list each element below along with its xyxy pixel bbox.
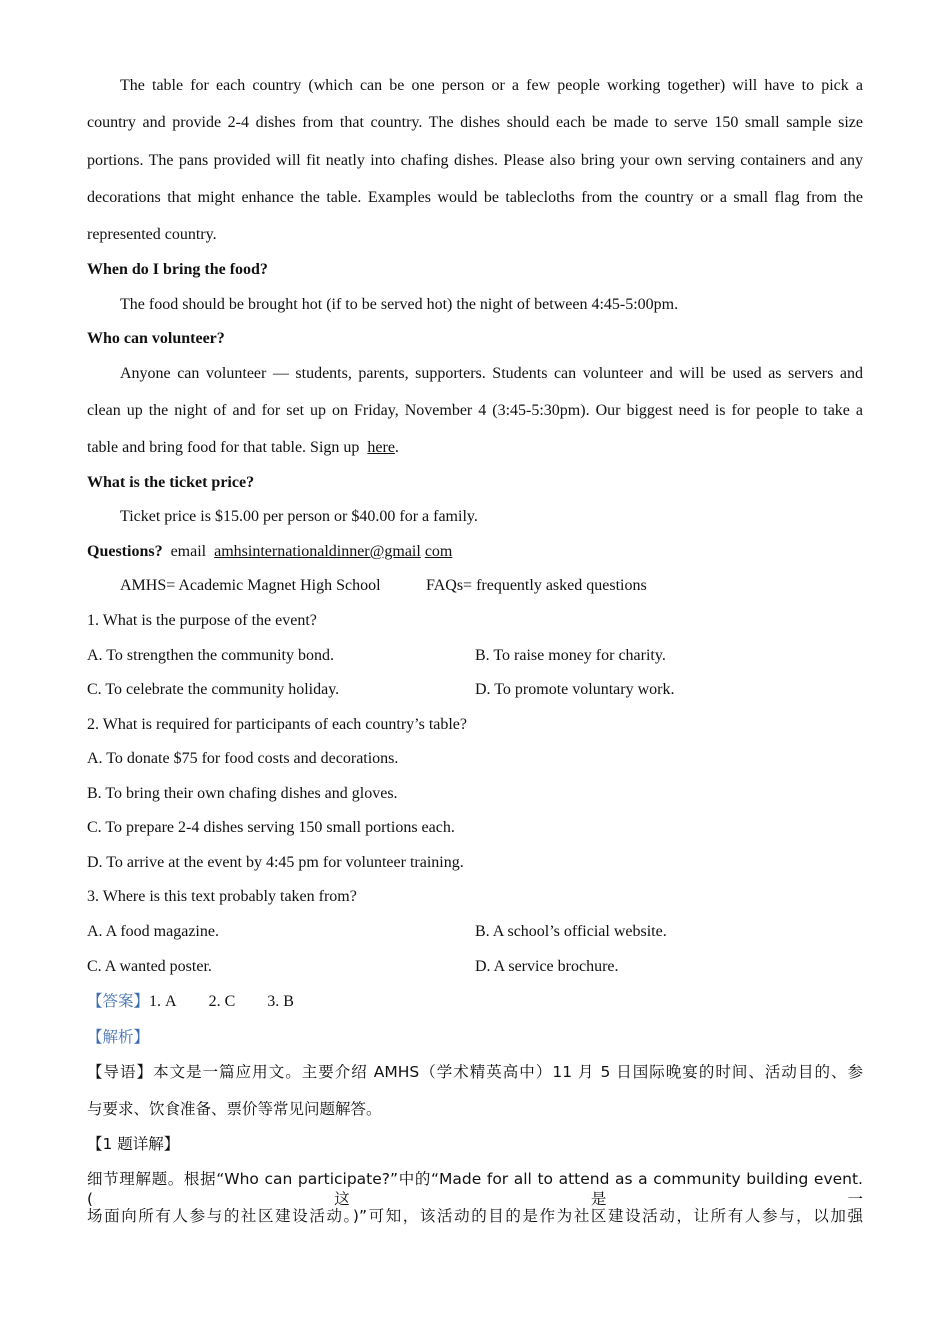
detail-1-line: 细节理解题。根据“Who can participate?”中的“Made for all to attend as a community building event.(这是一: [87, 1170, 863, 1208]
question-2-stem: 2. What is required for participants of each country’s table?: [87, 716, 468, 733]
detail-1-label: 【1 题详解】: [87, 1135, 180, 1153]
faq-heading-questions: Questions?: [87, 543, 163, 560]
question-3-stem: 3. Where is this text probably taken from?: [87, 888, 357, 905]
email-link-tld[interactable]: com: [424, 543, 453, 560]
question-1-stem: 1. What is the purpose of the event?: [87, 612, 317, 629]
question-3-option-c: C. A wanted poster.: [87, 958, 212, 975]
analysis-intro-line: 与要求、饮食准备、票价等常见问题解答。: [87, 1100, 382, 1118]
email-word: email: [170, 543, 207, 560]
question-1-option-a: A. To strengthen the community bond.: [87, 647, 334, 664]
passage-line: The table for each country (which can be one person or a few people working together) will have to pick a: [120, 77, 863, 94]
glossary-amhs: AMHS= Academic Magnet High School: [120, 577, 381, 594]
answer-3: 3. B: [267, 993, 294, 1010]
signup-text: table and bring food for that table. Sign up: [87, 439, 360, 456]
passage-line: portions. The pans provided will fit neatly into chafing dishes. Please also bring your own serving containers and any: [87, 152, 863, 169]
question-2-option-c: C. To prepare 2-4 dishes serving 150 small portions each.: [87, 819, 455, 836]
question-3-option-a: A. A food magazine.: [87, 923, 219, 940]
answer-2: 2. C: [208, 993, 236, 1010]
passage-line: decorations that might enhance the table. Examples would be tablecloths from the country or a small flag from the: [87, 189, 863, 206]
detail-1-line: 场面向所有人参与的社区建设活动。)”可知，该活动的目的是作为社区建设活动，让所有人参与，以加强: [87, 1207, 863, 1225]
question-2-option-a: A. To donate $75 for food costs and decorations.: [87, 750, 399, 767]
question-1-option-b: B. To raise money for charity.: [475, 647, 666, 664]
answer-key: [87, 991, 294, 1012]
question-2-option-b: B. To bring their own chafing dishes and gloves.: [87, 785, 398, 802]
faq-answer-bring-food: The food should be brought hot (if to be served hot) the night of between 4:45-5:00pm.: [120, 296, 679, 313]
faq-answer-volunteer-line: clean up the night of and for set up on Friday, November 4 (3:45-5:30pm). Our biggest need is for people to take a: [87, 402, 863, 419]
answer-label: 【答案】: [87, 992, 150, 1010]
analysis-label: 【解析】: [87, 1028, 150, 1046]
faq-answer-volunteer-line: [87, 438, 399, 458]
faq-answer-ticket: Ticket price is $15.00 per person or $40.00 for a family.: [120, 508, 478, 525]
question-2-option-d: D. To arrive at the event by 4:45 pm for volunteer training.: [87, 854, 464, 871]
passage-line: country and provide 2-4 dishes from that country. The dishes should each be made to serve 150 small sample size: [87, 114, 863, 131]
question-3-option-d: D. A service brochure.: [475, 958, 619, 975]
faq-answer-volunteer-line: Anyone can volunteer — students, parents, supporters. Students can volunteer and will be used as servers and: [120, 365, 863, 382]
signup-link[interactable]: here: [367, 439, 395, 456]
faq-heading-volunteer: Who can volunteer?: [87, 330, 225, 347]
analysis-intro-line: [87, 1062, 863, 1082]
signup-period: .: [394, 439, 399, 456]
faq-heading-bring-food: When do I bring the food?: [87, 261, 268, 278]
question-1-option-d: D. To promote voluntary work.: [475, 681, 675, 698]
analysis-intro-text: 本文是一篇应用文。主要介绍 AMHS（学术精英高中）11 月 5 日国际晚宴的时间、活动目的、参: [153, 1063, 863, 1081]
passage-line: represented country.: [87, 226, 217, 243]
email-link[interactable]: amhsinternationaldinner@gmail: [214, 543, 421, 560]
answer-1: 1. A: [149, 993, 177, 1010]
analysis-intro-label: 【导语】: [87, 1063, 154, 1081]
faq-questions-line: [87, 542, 452, 562]
faq-heading-ticket: What is the ticket price?: [87, 474, 255, 491]
glossary-faq: FAQs= frequently asked questions: [426, 577, 647, 594]
question-1-option-c: C. To celebrate the community holiday.: [87, 681, 340, 698]
question-3-option-b: B. A school’s official website.: [475, 923, 667, 940]
